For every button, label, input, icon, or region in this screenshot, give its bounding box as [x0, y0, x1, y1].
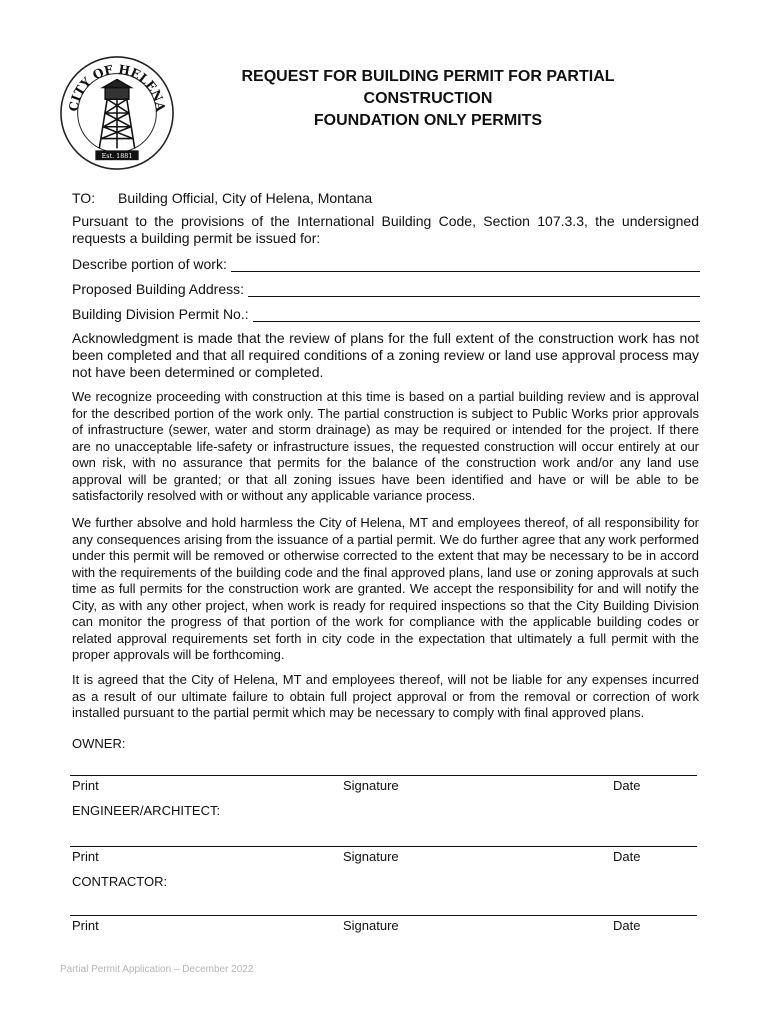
date-label: Date: [613, 918, 641, 933]
owner-signature-line[interactable]: [70, 775, 697, 776]
address-label: Proposed Building Address:: [72, 281, 244, 297]
print-label: Print: [72, 778, 99, 793]
permit-number-input-line[interactable]: [253, 307, 700, 322]
print-label: Print: [72, 849, 99, 864]
date-label: Date: [613, 849, 641, 864]
owner-heading: OWNER:: [72, 736, 126, 751]
engineer-signature-line[interactable]: [70, 846, 697, 847]
describe-work-field[interactable]: [72, 256, 700, 272]
permit-number-field[interactable]: [72, 306, 700, 322]
footer-text: Partial Permit Application – December 2022: [60, 964, 254, 975]
recognize-paragraph: We recognize proceeding with construction at this time is based on a partial building review and is approval for the described portion of the work only. The partial construction is subject to Public Works prior approvals of infrastructure (sewer, water and storm drainage) as may be required or intended for the project. If there are no unacceptable life-safety or infrastructure issues, the requested construction will occur entirely at our own risk, with no assurance that permits for the balance of the construction work and/or any land use approval will be granted; or that all zoning issues have been identified and have or will be able to be satisfactorily resolved with or without any applicable variance process.: [72, 389, 699, 503]
engineer-heading: ENGINEER/ARCHITECT:: [72, 803, 221, 818]
address-field[interactable]: [72, 281, 700, 297]
contractor-heading: CONTRACTOR:: [72, 874, 168, 889]
svg-text:CITY OF HELENA: CITY OF HELENA: [65, 61, 169, 113]
describe-work-label: Describe portion of work:: [72, 256, 227, 272]
to-label: TO:: [72, 190, 96, 206]
describe-work-input-line[interactable]: [231, 257, 700, 272]
address-input-line[interactable]: [248, 282, 700, 297]
signature-label: Signature: [343, 778, 399, 793]
absolve-paragraph: We further absolve and hold harmless the City of Helena, MT and employees thereof, of all responsibility for any consequences arising from the issuance of a partial permit. We do further agree that any work performed under this permit will be removed or otherwise corrected to the extent that may be necessary to be in accord with the requirements of the building code and the final approved plans, land use or zoning approvals at such time as full permits for the construction work are granted. We accept the responsibility for and will notify the City, as with any other project, when work is ready for required inspections so that the City Building Division can monitor the progress of that portion of the work for compliance with the applicable building codes or related approval requirements set forth in city code in the expectation that ultimately a full permit with the proper approvals will be forthcoming.: [72, 515, 699, 662]
acknowledgment-paragraph: Acknowledgment is made that the review of plans for the full extent of the construction work has not been completed and that all required conditions of a zoning review or land use approval process may not have been determined or completed.: [72, 330, 699, 380]
page-title: [190, 66, 666, 132]
to-line: [72, 190, 372, 206]
svg-text:Est. 1881: Est. 1881: [101, 152, 133, 161]
city-seal-logo: [58, 54, 176, 172]
print-label: Print: [72, 918, 99, 933]
date-label: Date: [613, 778, 641, 793]
intro-paragraph: Pursuant to the provisions of the International Building Code, Section 107.3.3, the undersigned requests a building permit be issued for:: [72, 213, 699, 246]
title-line-2: CONSTRUCTION: [363, 90, 493, 107]
title-line-3: FOUNDATION ONLY PERMITS: [313, 112, 543, 129]
signature-label: Signature: [343, 849, 399, 864]
signature-label: Signature: [343, 918, 399, 933]
to-recipient: Building Official, City of Helena, Montana: [118, 190, 373, 206]
contractor-signature-line[interactable]: [70, 915, 697, 916]
permit-number-label: Building Division Permit No.:: [72, 306, 249, 322]
title-line-1: REQUEST FOR BUILDING PERMIT FOR PARTIAL: [241, 68, 615, 85]
agreed-paragraph: It is agreed that the City of Helena, MT and employees thereof, will not be liable for any expenses incurred as a result of our ultimate failure to obtain full project approval or from the removal or correction of work installed pursuant to the partial permit which may be necessary to comply with final approved plans.: [72, 672, 699, 720]
